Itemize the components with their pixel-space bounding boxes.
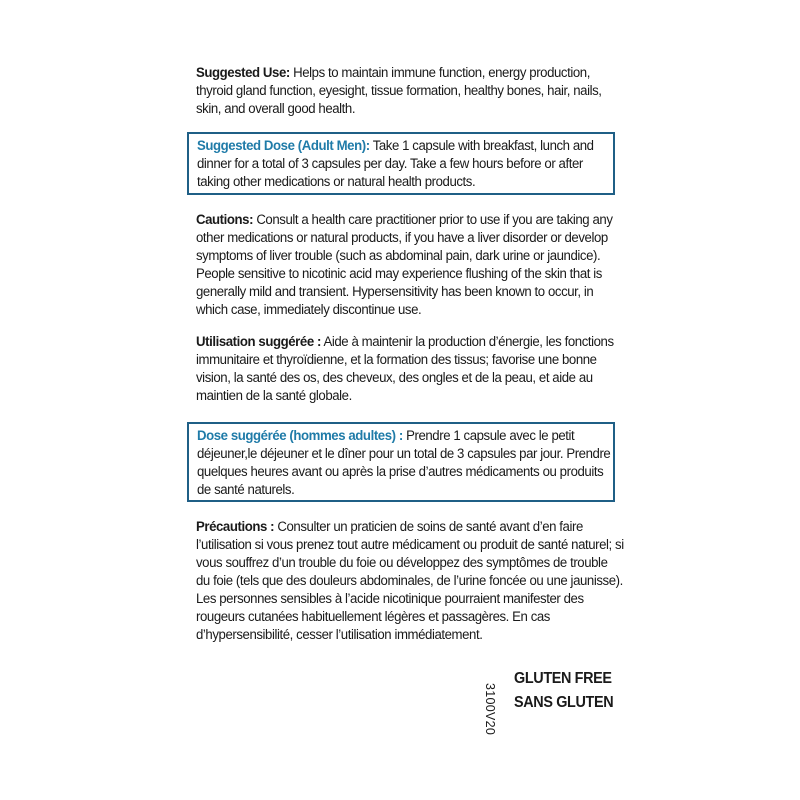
suggested-use-en-text: Helps to maintain immune function, energy production, thyroid gland function, eyesight, tissue formation, healthy bones, hair, nails, skin, and overall good health.	[196, 65, 602, 118]
suggested-dose-fr	[197, 427, 612, 499]
suggested-use-fr	[196, 333, 624, 405]
cautions-fr	[196, 518, 624, 645]
label-panel	[196, 64, 628, 645]
cautions-en	[196, 211, 624, 320]
cautions-en-label: Cautions:	[196, 211, 254, 228]
suggested-use-fr-text: Aide à maintenir la production d’énergie, les fonctions immunitaire et thyroïdienne, et la formation des tissus; favorise une bonne vision, la santé des os, des cheveux, des ongles et de la peau, et aide au maintien de la santé globale.	[196, 334, 614, 405]
gluten-free-badge: GLUTEN FREE	[514, 670, 612, 687]
suggested-use-en	[196, 64, 624, 118]
suggested-use-fr-label: Utilisation suggérée :	[196, 334, 321, 351]
product-code: 3100V20	[483, 683, 497, 736]
suggested-dose-en-box	[187, 132, 615, 194]
suggested-dose-en	[197, 137, 612, 191]
suggested-dose-fr-box	[187, 422, 615, 502]
suggested-dose-fr-label: Dose suggérée (hommes adultes) :	[197, 427, 403, 444]
cautions-fr-label: Précautions :	[196, 518, 275, 535]
cautions-fr-text: Consulter un praticien de soins de santé avant d’en faire l’utilisation si vous prenez tout autre médicament ou produit de santé naturel; si vous souffrez d’un trouble du foie ou développez des symptômes de trouble du foie (tels que des douleurs abdominales, de l’urine foncée ou une jaunisse). Les personnes sensibles à l’acide nicotinique pourraient manifester des rougeurs cutanées habituellement légères et passagères. En cas d’hypersensibilité, cesser l’utilisation immédiatement.	[196, 518, 624, 644]
suggested-dose-en-text: Take 1 capsule with breakfast, lunch and dinner for a total of 3 capsules per day. Take a few hours before or after taking other medications or natural health products.	[197, 138, 594, 191]
suggested-dose-fr-text: Prendre 1 capsule avec le petit déjeuner,le déjeuner et le dîner pour un total de 3 capsules par jour. Prendre quelques heures avant ou après la prise d’autres médicaments ou produits de santé naturels.	[197, 427, 611, 498]
sans-gluten-badge: SANS GLUTEN	[514, 694, 614, 711]
suggested-dose-en-label: Suggested Dose (Adult Men):	[197, 138, 370, 155]
cautions-en-text: Consult a health care practitioner prior to use if you are taking any other medications or natural products, if you have a liver disorder or develop symptoms of liver trouble (such as abdominal pain, dark urine or jaundice). People sensitive to nicotinic acid may experience flushing of the skin that is generally mild and transient. Hypersensitivity has been known to occur, in which case, immediately discontinue use.	[196, 211, 613, 319]
suggested-use-en-label: Suggested Use:	[196, 65, 290, 81]
